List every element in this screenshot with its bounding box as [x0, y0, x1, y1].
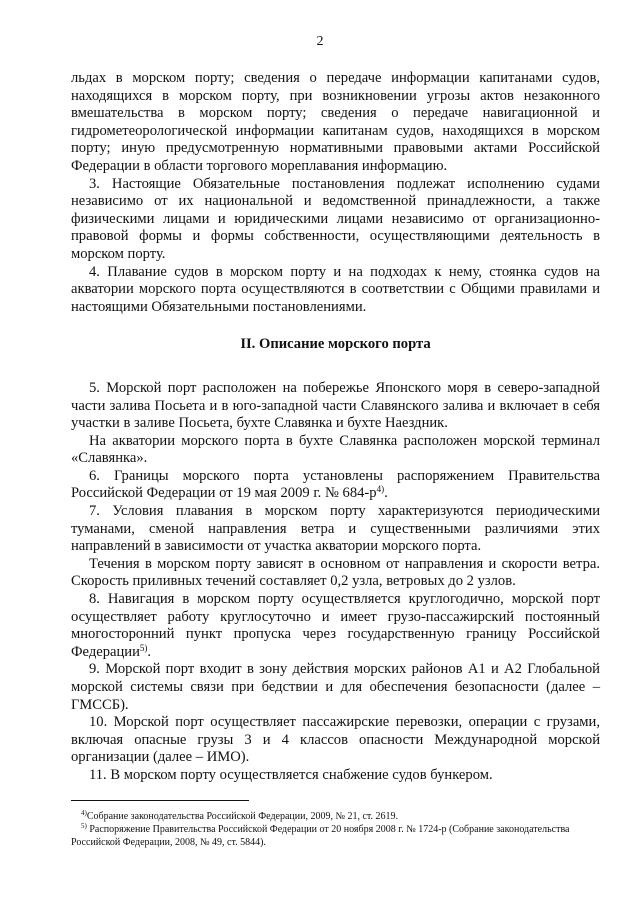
footnote-text-5: Распоряжение Правительства Российской Федерации от 20 ноября 2008 г. № 1724-р (Собрание законодательства Российской Федерации, 2008, № 49, ст. 5844).	[71, 824, 570, 848]
paragraph-11: 11. В морском порту осуществляется снабжение судов бункером.	[89, 766, 493, 783]
footnote-4	[71, 810, 600, 823]
footnote-mark-5: 5)	[81, 822, 87, 830]
paragraph-6-end: .	[384, 485, 388, 502]
footnote-mark-4: 4)	[81, 809, 87, 817]
footnote-ref-4: 4)	[376, 484, 385, 495]
paragraph-6-text: 6. Границы морского порта установлены распоряжением Правительства Российской Федерации от 19 мая 2009 г. № 684-р	[71, 467, 600, 502]
paragraph-6	[71, 468, 600, 503]
section-title: II. Описание морского порта	[240, 336, 431, 353]
paragraph-5-terminal: На акватории морского порта в бухте Славянка расположен морской терминал «Славянка».	[71, 432, 600, 467]
paragraph-7-currents: Течения в морском порту зависят в основном от направления и скорости ветра. Скорость приливных течений составляет 0,2 узла, ветровых до 2 узлов.	[71, 555, 600, 590]
footnote-divider	[71, 800, 249, 801]
paragraph-4: 4. Плавание судов в морском порту и на подходах к нему, стоянка судов на акватории морского порта осуществляются в соответствии с Общими правилами и настоящими Обязательными постановлениями.	[71, 263, 600, 315]
paragraph-8-text: 8. Навигация в морском порту осуществляется круглогодично, морской порт осуществляет работу круглосуточно и имеет грузо-пассажирский постоянный многосторонний пункт пропуска через государственную границу Российской Федерации	[71, 591, 600, 660]
page-number: 2	[316, 34, 324, 49]
paragraph-8	[71, 591, 600, 661]
footnote-text-4: Собрание законодательства Российской Федерации, 2009, № 21, ст. 2619.	[86, 811, 399, 822]
footnote-ref-5: 5)	[139, 642, 148, 653]
paragraph-10: 10. Морской порт осуществляет пассажирские перевозки, операции с грузами, включая опасные грузы 3 и 4 классов опасности Международной морской организации (далее – ИМО).	[71, 714, 600, 766]
footnote-5	[71, 823, 600, 849]
paragraph-3: 3. Настоящие Обязательные постановления подлежат исполнению судами независимо от их национальной и ведомственной принадлежности, а также физическими лицами и юридическими лицами независимо от организационно-правовой формы и формы собственности, осуществляющими деятельность в морском порту.	[71, 175, 600, 262]
document-body	[71, 70, 600, 785]
paragraph-9: 9. Морской порт входит в зону действия морских районов А1 и А2 Глобальной морской системы связи при бедствии и для обеспечения безопасности (далее – ГМССБ).	[71, 661, 600, 713]
footnotes	[71, 810, 600, 849]
paragraph-continuation: льдах в морском порту; сведения о передаче информации капитанами судов, находящихся в морском порту, при возникновении угрозы актов незаконного вмешательства в морском порту; сведения о передаче навигационной и гидрометеорологической информации капитанам судов, находящихся в морском порту; иную предусмотренную нормативными правовыми актами Российской Федерации в области торгового мореплавания информацию.	[71, 70, 600, 174]
paragraph-7: 7. Условия плавания в морском порту характеризуются периодическими туманами, сменой направления ветра и существенными различиями этих направлений в зависимости от участка акватории морского порта.	[71, 503, 600, 555]
paragraph-8-end: .	[147, 643, 152, 660]
paragraph-5: 5. Морской порт расположен на побережье Японского моря в северо-западной части залива Посьета и в юго-западной части Славянского залива и включает в себя участки в заливе Посьета, бухте Славянка и бухте Наездник.	[71, 379, 600, 432]
